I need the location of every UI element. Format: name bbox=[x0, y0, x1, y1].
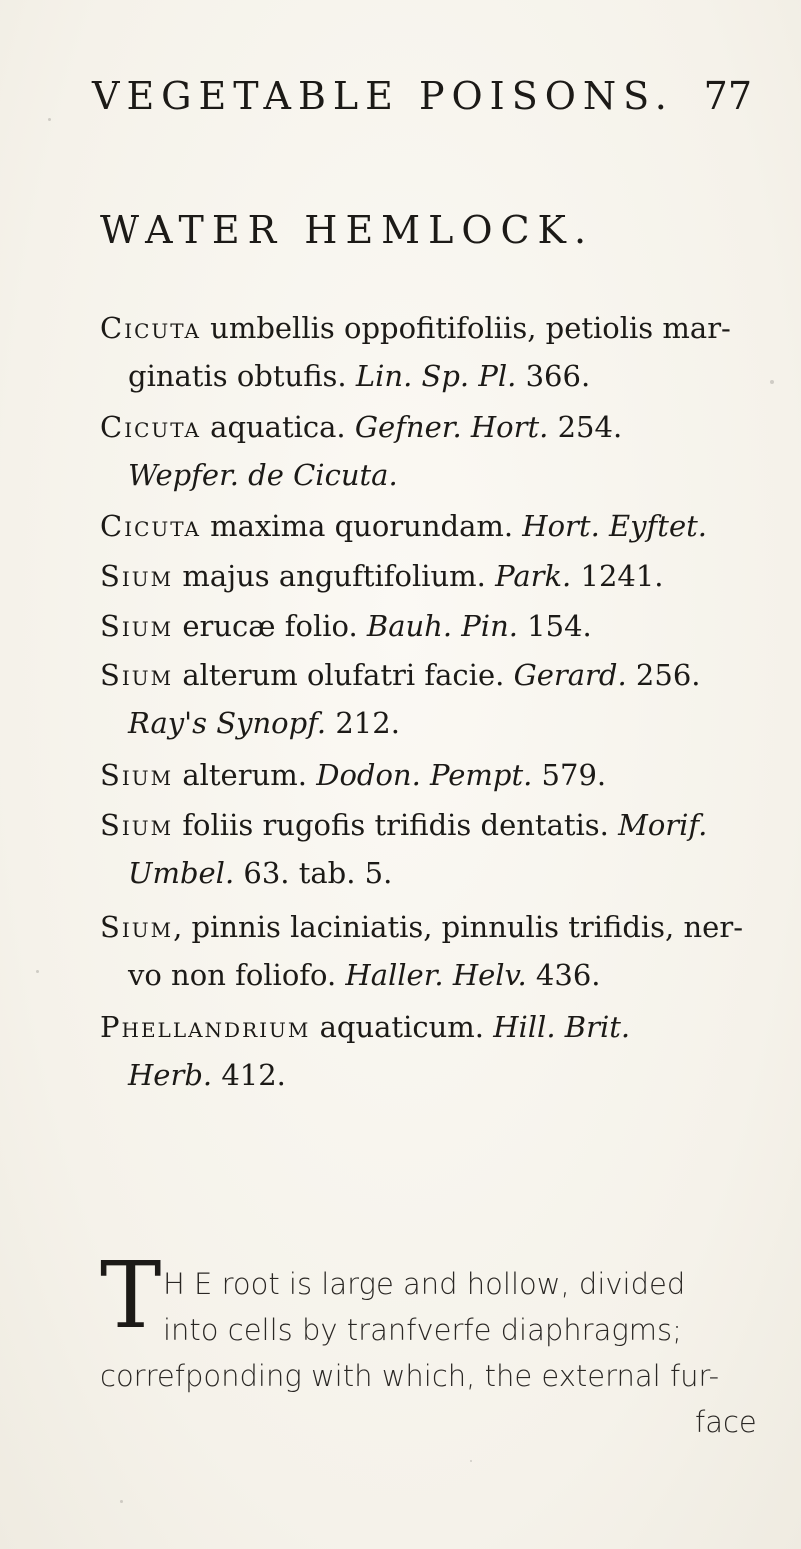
synonym-continuation bbox=[128, 1051, 286, 1099]
synonym-continuation bbox=[128, 951, 601, 999]
reference-citation: Herb. bbox=[128, 1058, 213, 1092]
synonym-text: 256. bbox=[626, 658, 701, 692]
synonym-text: vo non foliofo. bbox=[128, 958, 346, 992]
synonym-text: maxima quorundam. bbox=[200, 509, 523, 543]
synonym-text: 579. bbox=[532, 758, 607, 792]
synonym-entry bbox=[100, 801, 707, 849]
synonym-entry bbox=[100, 1003, 630, 1051]
running-head-title: VEGETABLE POISONS. bbox=[92, 74, 674, 118]
synonym-continuation bbox=[128, 451, 398, 499]
synonym-text: 412. bbox=[212, 1058, 286, 1092]
paper-speck bbox=[120, 1500, 123, 1503]
synonym-text: 154. bbox=[517, 609, 592, 643]
reference-citation: Bauh. Pin. bbox=[366, 609, 518, 643]
synonym-text: foliis rugofis trifidis dentatis. bbox=[173, 808, 619, 842]
page-number: 77 bbox=[703, 74, 752, 118]
reference-citation: Dodon. Pempt. bbox=[316, 758, 533, 792]
synonym-entry bbox=[100, 502, 707, 550]
synonym-text: aquatica. bbox=[200, 410, 355, 444]
synonym-text: 63. tab. 5. bbox=[234, 856, 393, 890]
synonym-text: erucæ folio. bbox=[173, 609, 367, 643]
synonym-text: 436. bbox=[526, 958, 601, 992]
reference-citation: Gefner. Hort. bbox=[354, 410, 549, 444]
genus-name: Cicuta bbox=[100, 311, 201, 345]
synonym-entry bbox=[100, 751, 606, 799]
synonym-entry bbox=[100, 602, 592, 650]
body-line: correfponding with which, the external fur- bbox=[100, 1359, 720, 1393]
reference-citation: Hort. Eyftet. bbox=[522, 509, 707, 543]
synonym-continuation bbox=[128, 352, 590, 400]
reference-citation: Hill. Brit. bbox=[493, 1010, 631, 1044]
synonym-text: 1241. bbox=[571, 559, 664, 593]
paper-speck bbox=[470, 1460, 472, 1462]
section-title: WATER HEMLOCK. bbox=[100, 208, 595, 252]
genus-name: Sium bbox=[100, 609, 174, 643]
synonym-text: aquaticum. bbox=[310, 1010, 494, 1044]
genus-name: Sium bbox=[100, 808, 174, 842]
synonym-continuation bbox=[128, 849, 392, 897]
genus-name: Sium bbox=[100, 758, 174, 792]
synonym-text: 254. bbox=[548, 410, 623, 444]
synonym-text: umbellis oppofitifoliis, petiolis mar- bbox=[200, 311, 731, 345]
synonym-entry bbox=[100, 651, 701, 699]
synonym-text: , pinnis laciniatis, pinnulis trifidis, ner- bbox=[173, 910, 743, 944]
body-line: into cells by tranfverfe diaphragms; bbox=[163, 1313, 682, 1347]
genus-name: Cicuta bbox=[100, 410, 201, 444]
genus-name: Sium bbox=[100, 559, 174, 593]
reference-citation: Morif. bbox=[618, 808, 708, 842]
synonym-entry bbox=[100, 552, 664, 600]
body-line: H E root is large and hollow, divided bbox=[163, 1267, 686, 1301]
synonym-entry bbox=[100, 304, 731, 352]
synonym-entry bbox=[100, 403, 622, 451]
reference-citation: Umbel. bbox=[128, 856, 235, 890]
synonym-entry bbox=[100, 903, 743, 951]
body-line: face bbox=[695, 1405, 757, 1439]
reference-citation: Wepfer. de Cicuta. bbox=[128, 458, 398, 492]
synonym-text: majus anguftifolium. bbox=[173, 559, 496, 593]
genus-name: Sium bbox=[100, 658, 174, 692]
reference-citation: Park. bbox=[495, 559, 572, 593]
synonym-text: ginatis obtufis. bbox=[128, 359, 356, 393]
paper-speck bbox=[770, 380, 774, 384]
synonym-text: 212. bbox=[326, 706, 400, 740]
synonym-text: alterum olufatri facie. bbox=[173, 658, 514, 692]
drop-cap: T bbox=[100, 1242, 162, 1349]
running-head bbox=[92, 74, 752, 124]
synonym-continuation bbox=[128, 699, 400, 747]
genus-name: Cicuta bbox=[100, 509, 201, 543]
synonym-text: 366. bbox=[516, 359, 591, 393]
paper-speck bbox=[48, 118, 51, 121]
reference-citation: Haller. Helv. bbox=[345, 958, 527, 992]
genus-name: Phellandrium bbox=[100, 1010, 311, 1044]
synonym-text: alterum. bbox=[173, 758, 317, 792]
reference-citation: Ray's Synopf. bbox=[128, 706, 327, 740]
paper-speck bbox=[36, 970, 39, 973]
reference-citation: Gerard. bbox=[513, 658, 627, 692]
reference-citation: Lin. Sp. Pl. bbox=[355, 359, 517, 393]
genus-name: Sium bbox=[100, 910, 174, 944]
